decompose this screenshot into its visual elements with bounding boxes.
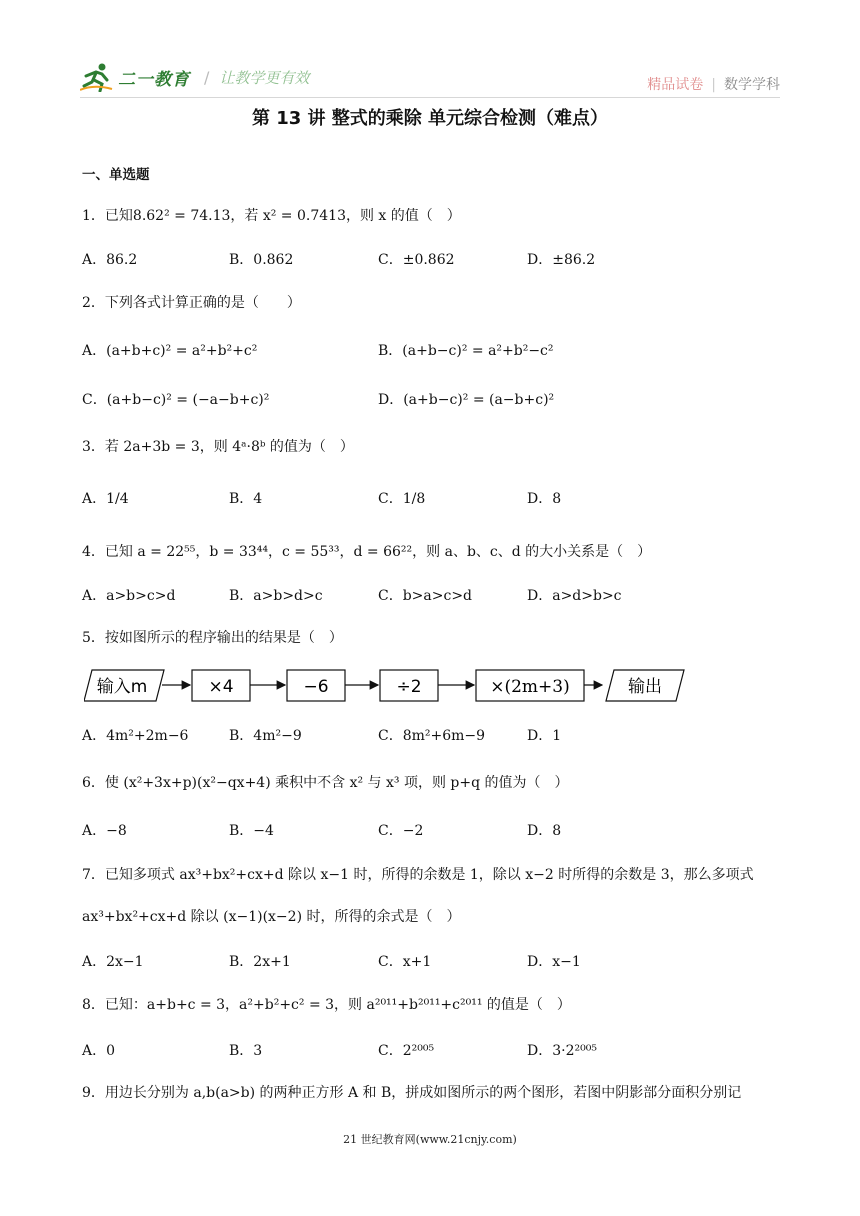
q6-option-b: B．−4 bbox=[229, 823, 274, 839]
section-heading: 一、单选题 bbox=[82, 167, 150, 183]
q5-option-c: C．8m²+6m−9 bbox=[378, 728, 486, 744]
q6-option-c: C．−2 bbox=[378, 823, 424, 839]
flow-step-divide-2: ÷2 bbox=[396, 677, 422, 697]
q4-option-a: A．a>b>c>d bbox=[82, 588, 176, 604]
question-7-continued: ax³+bx²+cx+d 除以 (x−1)(x−2) 时，所得的余式是（ ） bbox=[82, 909, 461, 925]
q5-option-d: D．1 bbox=[527, 728, 562, 744]
question-7: 7．已知多项式 ax³+bx²+cx+d 除以 x−1 时，所得的余数是 1，除以 x−2 时所得的余数是 3，那么多项式 bbox=[82, 867, 754, 883]
header-tags bbox=[647, 74, 780, 94]
q1-option-c: C．±0.862 bbox=[378, 252, 455, 268]
q4-option-c: C．b>a>c>d bbox=[378, 588, 473, 604]
q6-option-d: D．8 bbox=[527, 823, 562, 839]
q7-option-c: C．x+1 bbox=[378, 954, 432, 970]
q5-option-b: B．4m²−9 bbox=[229, 728, 302, 744]
logo bbox=[80, 62, 309, 92]
q6-option-a: A．−8 bbox=[82, 823, 127, 839]
q8-option-a: A．0 bbox=[82, 1043, 116, 1059]
q7-option-a: A．2x−1 bbox=[82, 954, 144, 970]
question-6: 6．使 (x²+3x+p)(x²−qx+4) 乘积中不含 x² 与 x³ 项，则 p+q 的值为（ ） bbox=[82, 775, 569, 791]
q2-option-c: C．(a+b−c)² = (−a−b+c)² bbox=[82, 392, 270, 408]
q2-option-a: A．(a+b+c)² = a²+b²+c² bbox=[82, 343, 258, 359]
page-title: 第 13 讲 整式的乘除 单元综合检测（难点） bbox=[251, 108, 609, 129]
program-flowchart bbox=[84, 668, 694, 704]
q4-option-b: B．a>b>d>c bbox=[229, 588, 323, 604]
subject-tag: 数学学科 bbox=[724, 77, 780, 93]
page-footer: 21 世纪教育网(www.21cnjy.com) bbox=[343, 1133, 517, 1146]
question-4: 4．已知 a = 22⁵⁵，b = 33⁴⁴，c = 55³³，d = 66²²，则 a、b、c、d 的大小关系是（ ） bbox=[82, 544, 652, 560]
question-1: 1．已知8.62² = 74.13，若 x² = 0.7413，则 x 的值（ ） bbox=[82, 208, 461, 224]
flow-step-multiply-4: ×4 bbox=[208, 677, 234, 697]
flow-input-label: 输入m bbox=[96, 677, 148, 697]
flow-step-multiply-2m3: ×(2m+3) bbox=[490, 677, 570, 697]
q7-option-b: B．2x+1 bbox=[229, 954, 291, 970]
flow-output-label: 输出 bbox=[628, 677, 662, 697]
brand-name: 二一教育 bbox=[118, 69, 190, 90]
divider: | bbox=[711, 77, 716, 93]
q1-option-b: B．0.862 bbox=[229, 252, 294, 268]
question-9: 9．用边长分别为 a,b(a>b) 的两种正方形 A 和 B，拼成如图所示的两个图形，若图中阴影部分面积分别记 bbox=[82, 1085, 742, 1101]
question-5: 5．按如图所示的程序输出的结果是（ ） bbox=[82, 630, 343, 646]
q8-option-d: D．3·2²⁰⁰⁵ bbox=[527, 1043, 597, 1059]
question-8: 8．已知：a+b+c = 3，a²+b²+c² = 3，则 a²⁰¹¹+b²⁰¹¹+c²⁰¹¹ 的值是（ ） bbox=[82, 997, 571, 1013]
q8-option-b: B．3 bbox=[229, 1043, 263, 1059]
q1-option-a: A．86.2 bbox=[82, 252, 138, 268]
runner-icon bbox=[80, 62, 114, 92]
page-header bbox=[80, 62, 780, 98]
q7-option-d: D．x−1 bbox=[527, 954, 581, 970]
q2-option-b: B．(a+b−c)² = a²+b²−c² bbox=[378, 343, 554, 359]
q5-option-a: A．4m²+2m−6 bbox=[82, 728, 189, 744]
q3-option-b: B．4 bbox=[229, 491, 263, 507]
q3-option-d: D．8 bbox=[527, 491, 562, 507]
q3-option-c: C．1/8 bbox=[378, 491, 426, 507]
q2-option-d: D．(a+b−c)² = (a−b+c)² bbox=[378, 392, 555, 408]
q1-option-d: D．±86.2 bbox=[527, 252, 596, 268]
question-3: 3．若 2a+3b = 3，则 4ᵃ·8ᵇ 的值为（ ） bbox=[82, 439, 354, 455]
header-rule bbox=[80, 97, 780, 98]
q3-option-a: A．1/4 bbox=[82, 491, 129, 507]
paper-tag: 精品试卷 bbox=[647, 77, 704, 93]
slogan: 让教学更有效 bbox=[219, 68, 310, 87]
q8-option-c: C．2²⁰⁰⁵ bbox=[378, 1043, 435, 1059]
question-2: 2．下列各式计算正确的是（ ） bbox=[82, 295, 301, 311]
separator: / bbox=[204, 67, 210, 87]
q4-option-d: D．a>d>b>c bbox=[527, 588, 622, 604]
flow-step-minus-6: −6 bbox=[303, 677, 329, 697]
